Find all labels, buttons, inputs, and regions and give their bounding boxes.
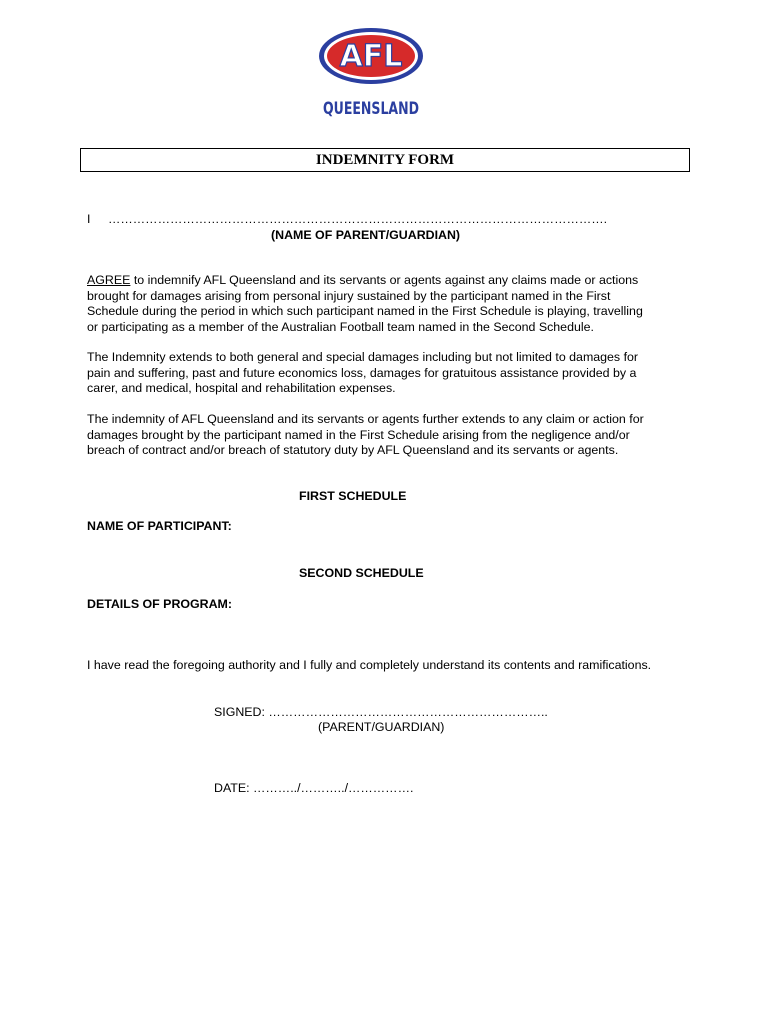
date-line bbox=[214, 781, 413, 797]
afl-queensland-logo bbox=[316, 26, 426, 122]
form-title: INDEMNITY FORM bbox=[80, 148, 690, 172]
acknowledgement-text: I have read the foregoing authority and I fully and completely understand its contents and ramifications. bbox=[87, 658, 652, 672]
date-field[interactable]: ………../………../……………. bbox=[253, 781, 414, 795]
p2-line1: The Indemnity extends to both general and special damages including but not limited to damages for bbox=[87, 350, 639, 364]
participant-name-label: NAME OF PARTICIPANT: bbox=[87, 519, 232, 533]
p3-line1: The indemnity of AFL Queensland and its servants or agents further extends to any claim or action for bbox=[87, 412, 644, 426]
p2-line2: pain and suffering, past and future economics loss, damages for gratuitous assistance provided by a bbox=[87, 365, 637, 380]
p1-line4: or participating as a member of the Australian Football team named in the Second Schedule. bbox=[87, 319, 594, 334]
logo-sub-text: QUEENSLAND bbox=[323, 99, 419, 119]
logo-brand-text: AFL bbox=[339, 39, 403, 74]
indemnity-further-paragraph bbox=[87, 412, 687, 459]
p1-line1: to indemnify AFL Queensland and its servants or agents against any claims made or actions bbox=[130, 273, 639, 287]
second-schedule-heading: SECOND SCHEDULE bbox=[299, 566, 424, 580]
signature-caption: (PARENT/GUARDIAN) bbox=[318, 720, 445, 734]
program-details-label: DETAILS OF PROGRAM: bbox=[87, 597, 233, 611]
p3-line2: damages brought by the participant named in the First Schedule arising from the negligence and/or bbox=[87, 427, 630, 442]
first-schedule-heading: FIRST SCHEDULE bbox=[299, 489, 407, 503]
p1-line3: Schedule during the period in which such participant named in the First Schedule is playing, travelling bbox=[87, 304, 643, 318]
agree-paragraph bbox=[87, 273, 687, 335]
signed-label: SIGNED: bbox=[214, 705, 269, 719]
indemnity-extent-paragraph bbox=[87, 350, 687, 397]
signature-line bbox=[214, 705, 548, 721]
parent-name-caption: (NAME OF PARENT/GUARDIAN) bbox=[271, 228, 461, 242]
signature-field[interactable]: ………………………………………………………….. bbox=[268, 705, 548, 719]
parent-name-field[interactable]: …………………………………………………………………………………………………………. bbox=[108, 212, 608, 226]
declarant-prefix: I bbox=[87, 212, 91, 226]
p3-line3: breach of contract and/or breach of statutory duty by AFL Queensland and its servants or agents. bbox=[87, 443, 619, 457]
agree-word: AGREE bbox=[87, 273, 131, 287]
p2-line3: carer, and medical, hospital and rehabilitation expenses. bbox=[87, 381, 396, 395]
date-label: DATE: bbox=[214, 781, 254, 795]
p1-line2: brought for damages arising from personal injury sustained by the participant named in the First bbox=[87, 288, 611, 303]
